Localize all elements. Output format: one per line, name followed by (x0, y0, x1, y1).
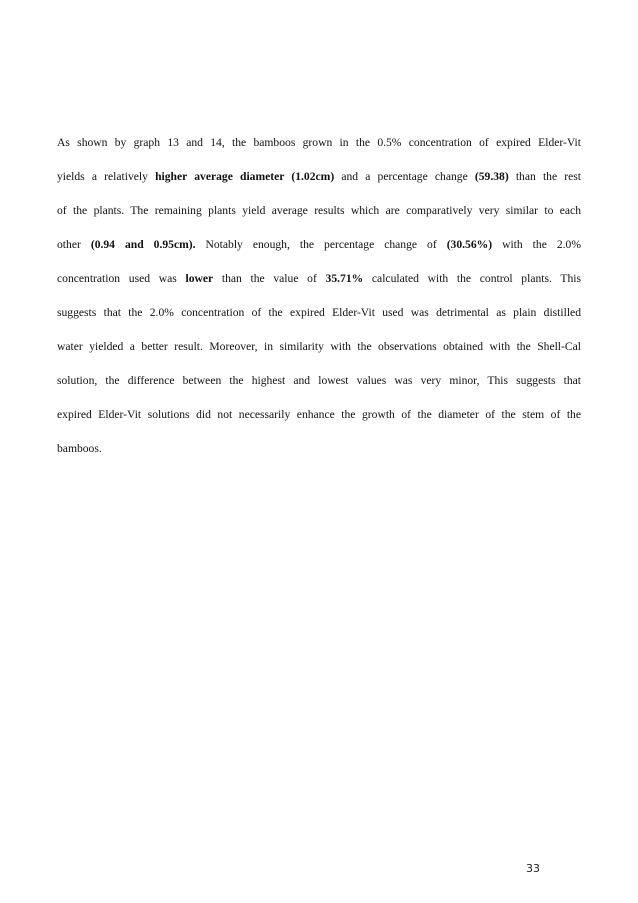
bold-text: (30.56%) (446, 238, 493, 251)
text-segment: solution, the difference between the highest and lowest values was very minor, This suggests that (57, 374, 581, 387)
bold-text: lower (185, 272, 214, 285)
text-line (57, 439, 581, 473)
text-segment: expired Elder-Vit solutions did not necessarily enhance the growth of the diameter of the stem of the (57, 408, 581, 421)
text-line (57, 167, 581, 201)
text-line (57, 235, 581, 269)
bold-text: (59.38) (474, 170, 509, 183)
text-segment: and a percentage change (334, 170, 475, 183)
text-segment: water yielded a better result. Moreover, in similarity with the observations obtained with the Shell-Cal (57, 340, 581, 353)
text-line (57, 371, 581, 405)
text-segment: of the plants. The remaining plants yield average results which are comparatively very similar to each (57, 204, 581, 217)
text-segment: yields a relatively (57, 170, 156, 183)
text-segment: calculated with the control plants. This (363, 272, 581, 285)
text-line (57, 303, 581, 337)
text-segment: Notably enough, the percentage change of (195, 238, 447, 251)
text-segment: other (57, 238, 91, 251)
bold-text: (0.94 and 0.95cm). (90, 238, 196, 251)
text-line (57, 337, 581, 371)
text-segment: suggests that the 2.0% concentration of the expired Elder-Vit used was detrimental as plain distilled (57, 306, 581, 319)
page-number: 33 (526, 862, 540, 875)
text-segment: As shown by graph 13 and 14, the bamboos grown in the 0.5% concentration of expired Elder-Vit (57, 136, 581, 149)
text-line (57, 269, 581, 303)
text-segment: than the value of (213, 272, 326, 285)
bold-text: 35.71% (325, 272, 364, 285)
bold-text: higher average diameter (1.02cm) (155, 170, 335, 183)
text-line (57, 201, 581, 235)
text-line (57, 133, 581, 167)
text-segment: than the rest (508, 170, 582, 183)
text-line (57, 405, 581, 439)
text-segment: concentration used was (57, 272, 186, 285)
text-segment: bamboos. (57, 442, 102, 455)
body-paragraph (57, 133, 581, 473)
text-segment: with the 2.0% (492, 238, 581, 251)
